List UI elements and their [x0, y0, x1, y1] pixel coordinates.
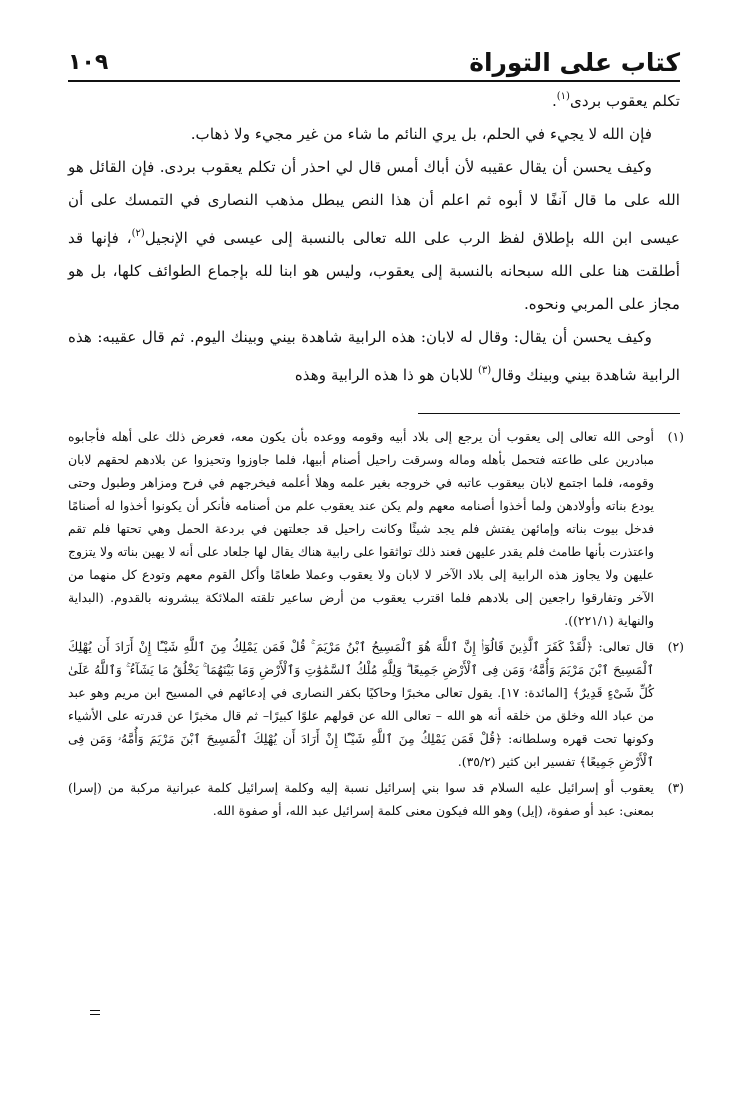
paragraph-text: تكلم يعقوب بردى	[569, 92, 680, 110]
footnote-text: قال تعالى: ﴿لَّقَدْ كَفَرَ ٱلَّذِينَ قَالُوٓا۟ إِنَّ ٱللَّهَ هُوَ ٱلْمَسِيحُ ٱبْنُ مَرْيَمَ ۚ قُلْ فَمَن يَمْلِكُ مِنَ ٱللَّهِ شَيْـًٔا إِنْ أَرَادَ أَن يُهْلِكَ ٱلْمَسِيحَ ٱبْنَ مَرْيَمَ وَأُمَّهُۥ وَمَن فِى ٱلْأَرْضِ جَمِيعًا ۗ وَلِلَّهِ مُلْكُ ٱلسَّمَٰوَٰتِ وَٱلْأَرْضِ وَمَا بَيْنَهُمَا ۚ يَخْلُقُ مَا يَشَآءُ ۚ وَٱللَّهُ عَلَىٰ كُلِّ شَىْءٍ قَدِيرٌ﴾ [المائدة: ١٧]. يقول تعالى مخبرًا وحاكيًا بكفر النصارى في إدعائهم في المسيح ابن مريم وهو عبد من عباد الله وخلق من خلقه أنه هو الله – تعالى الله عن قولهم علوًا كبيرًا– ثم قال مخبرًا عن قدرته على الأشياء وكونها تحت قهره وسلطانه: ﴿قُلْ فَمَن يَمْلِكُ مِنَ ٱللَّهِ شَيْـًٔا إِنْ أَرَادَ أَن يُهْلِكَ ٱلْمَسِيحَ ٱبْنَ مَرْيَمَ وَأُمَّهُۥ وَمَن فِى ٱلْأَرْضِ جَمِيعًا﴾ تفسير ابن كثير (٣٥/٢).	[68, 639, 654, 769]
page-number: ١٠٩	[68, 50, 109, 75]
paragraph-text: للابان هو ذا هذه الرابية وهذه	[294, 366, 478, 384]
paragraph-text: وكيف يحسن أن يقال عقيبه لأن أباك أمس قال لي احذر أن تكلم يعقوب بردى. فإن القائل هو الله على ما قال آنفًا لا أبوه ثم اعلم أن هذا النص يبطل مذهب النصارى في التمسك على أن عيسى ابن الله بإطلاق لفظ الرب على الله تعالى بالنسبة إلى عيسى في الإنجيل	[68, 158, 680, 247]
paragraph-text: .	[551, 92, 557, 110]
running-title: كتاب على التوراة	[469, 48, 680, 77]
footnote-ref[interactable]: (١)	[556, 91, 570, 102]
footnote	[68, 635, 684, 773]
paragraph	[68, 80, 680, 118]
footnote-number: (١)	[667, 429, 684, 444]
footnotes	[68, 425, 684, 825]
footnote-ref[interactable]: (٣)	[477, 365, 492, 376]
footnote-ref[interactable]: (٢)	[131, 228, 145, 239]
footnote-number: (٢)	[667, 639, 684, 654]
footnote-number: (٣)	[667, 780, 684, 795]
page-header	[68, 40, 680, 82]
footnote	[68, 776, 684, 822]
footnote	[68, 425, 684, 632]
paragraph-text: ، فإنها قد أطلقت هنا على الله سبحانه بالنسبة إلى يعقوب، وليس هو ابنا لله بإجماع الطوائف كلها، بل هو مجاز على المربي ونحوه.	[68, 229, 680, 313]
footnote-text: يعقوب أو إسرائيل عليه السلام قد سوا بني إسرائيل نسبة إليه وكلمة إسرائيل كلمة عبرانية مركبة من (إسرا) بمعنى: عبد أو صفوة، (إيل) وهو الله فيكون معنى كلمة إسرائيل عبد الله، أو صفوة الله.	[68, 780, 654, 818]
footnote-separator	[418, 413, 680, 414]
main-text	[68, 80, 680, 392]
end-mark	[90, 1010, 100, 1015]
paragraph	[68, 321, 680, 392]
footnote-text: أوحى الله تعالى إلى يعقوب أن يرجع إلى بلاد أبيه وقومه ووعده بأن يكون معه، فعرض ذلك على أهله فأجابوه مبادرين على طاعته فتحمل بأهله وماله وسرقت راحيل أصنام أبيها، فلما جاوزوا وتحيزوا عن بلادهم لحقهم لابان وقومه، فلما اجتمع لابان بيعقوب عاتبه في خروجه بغير علمه وهلا أعلمه فيخرجهم في فرح ومزاهر وطبول وحتى يودع بناته وأولادهن ولما أخذوا أصنامه معهم ولم يكن عند يعقوب علم من أصنامه فأنكر أن يكونوا أخذوا له أصنامًا فدخل بيوت بناته وإمائهن يفتش فلم يجد شيئًا وكانت راحيل قد جعلتهن في بردعة الحمل وهي تحتها فلم تقم واعتذرت بأنها طامث فلم يقدر عليهن فعند ذلك تواثقوا على رابية هناك يقال لها جلعاد على أنه لا يهين بناته ولا يتزوج عليهن ولا يجاوز هذه الرابية إلى بلاد الآخر لا لابان ولا يعقوب وعملا طعامًا وأكل القوم معهم وتودع كل منهما من الآخر وتفارقوا راجعين إلى بلادهم فلما اقترب يعقوب من أرض ساعير تلقته الملائكة يبشرونه بالقدوم. (البداية والنهاية (٢٢١/١)).	[68, 429, 654, 628]
paragraph	[68, 151, 680, 321]
paragraph: فإن الله لا يجيء في الحلم، بل يري النائم ما شاء من غير مجيء ولا ذهاب.	[190, 125, 652, 143]
paragraph-text: وكيف يحسن أن يقال: وقال له لابان: هذه الرابية شاهدة بيني وبينك اليوم. ثم قال عقيبه: هذه الرابية شاهدة بيني وبينك وقال	[68, 328, 680, 384]
